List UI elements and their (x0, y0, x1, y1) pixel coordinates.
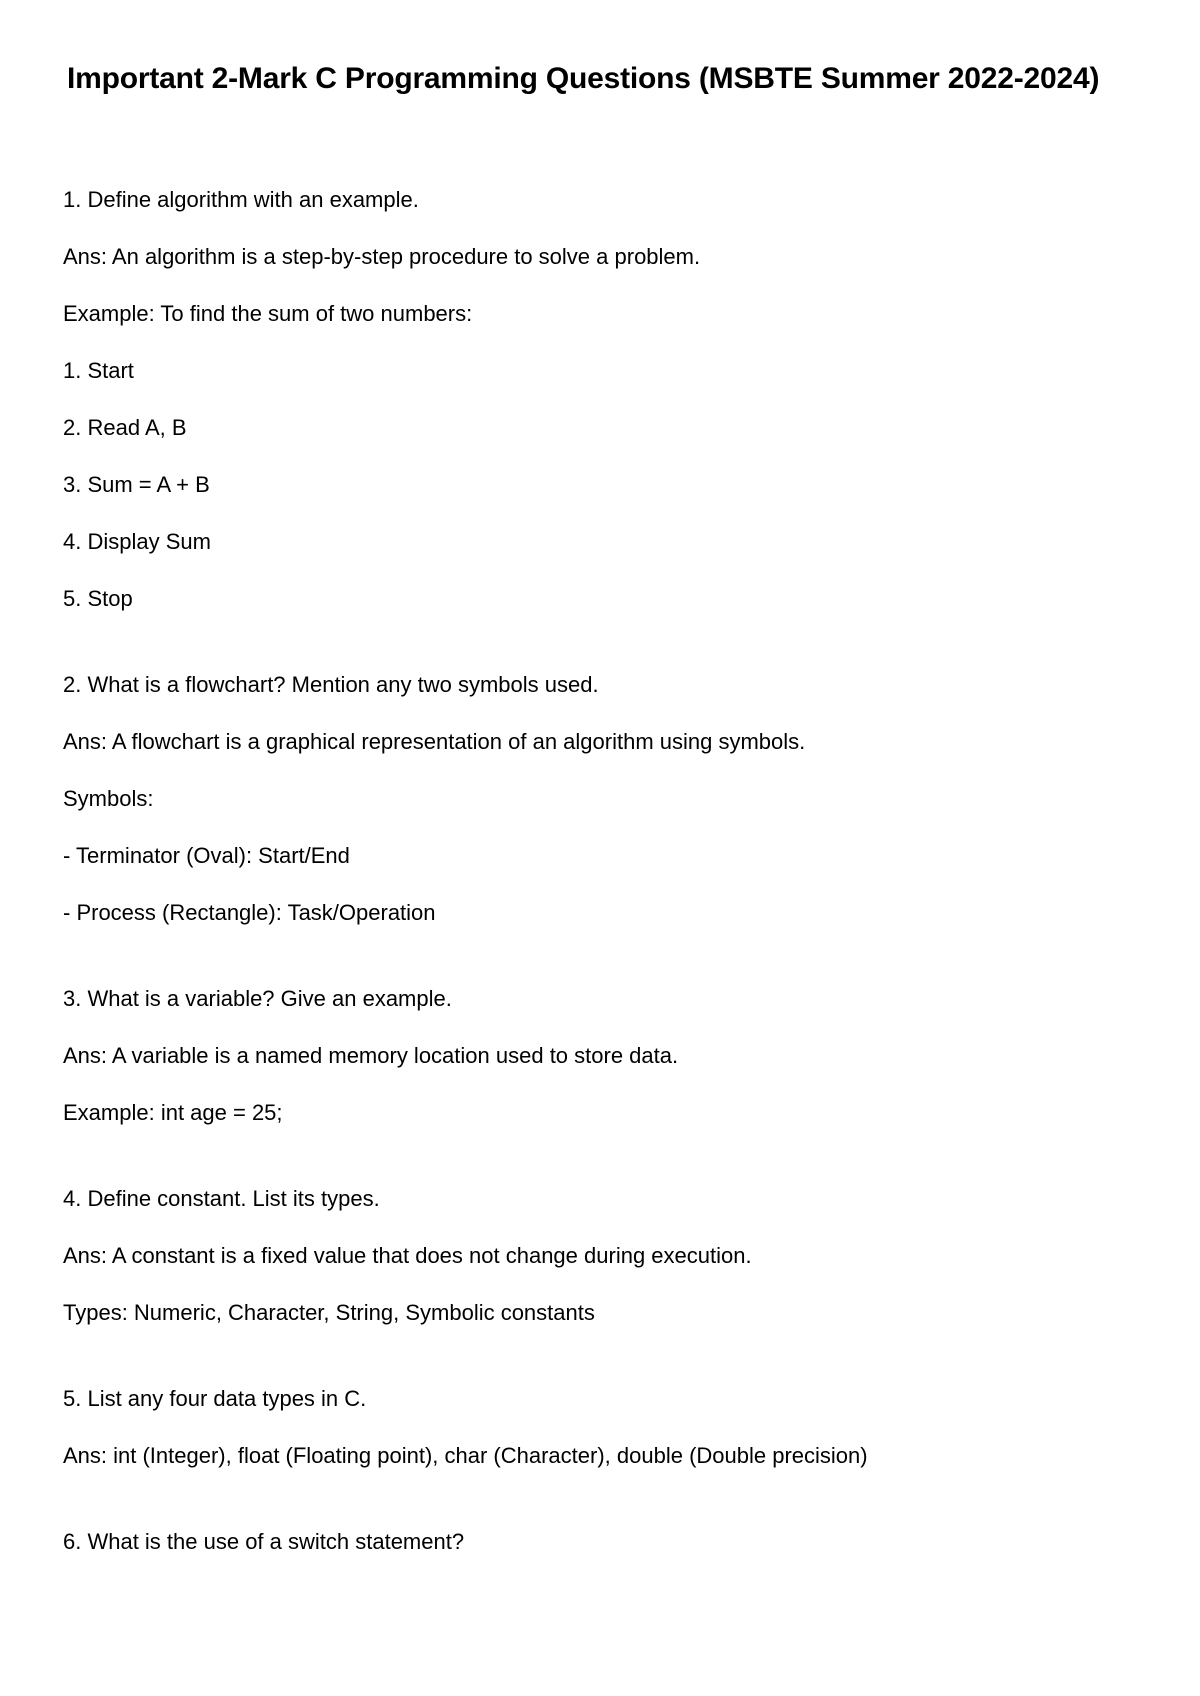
answer-line: Example: int age = 25; (63, 1100, 283, 1125)
question-1: 1. Define algorithm with an example. (63, 187, 419, 212)
answer-line: Ans: int (Integer), float (Floating point), char (Character), double (Double precision) (63, 1443, 868, 1468)
answer-step: 3. Sum = A + B (63, 472, 210, 497)
answer-bullet: - Process (Rectangle): Task/Operation (63, 900, 436, 925)
question-4: 4. Define constant. List its types. (63, 1186, 380, 1211)
document-title: Important 2-Mark C Programming Questions (MSBTE Summer 2022-2024) (67, 62, 1100, 95)
question-5: 5. List any four data types in C. (63, 1386, 367, 1411)
answer-line: Ans: A flowchart is a graphical representation of an algorithm using symbols. (63, 729, 806, 754)
question-6: 6. What is the use of a switch statement? (63, 1529, 465, 1554)
answer-line: Ans: A constant is a fixed value that does not change during execution. (63, 1243, 752, 1268)
question-3: 3. What is a variable? Give an example. (63, 986, 452, 1011)
answer-line: Types: Numeric, Character, String, Symbolic constants (63, 1300, 595, 1325)
answer-step: 5. Stop (63, 586, 133, 611)
answer-line: Ans: A variable is a named memory location used to store data. (63, 1043, 679, 1068)
answer-step: 4. Display Sum (63, 529, 211, 554)
answer-line: Ans: An algorithm is a step-by-step procedure to solve a problem. (63, 244, 701, 269)
answer-line: Example: To find the sum of two numbers: (63, 301, 473, 326)
answer-step: 1. Start (63, 358, 134, 383)
question-2: 2. What is a flowchart? Mention any two symbols used. (63, 672, 599, 697)
answer-step: 2. Read A, B (63, 415, 187, 440)
answer-line: Symbols: (63, 786, 154, 811)
answer-bullet: - Terminator (Oval): Start/End (63, 843, 350, 868)
